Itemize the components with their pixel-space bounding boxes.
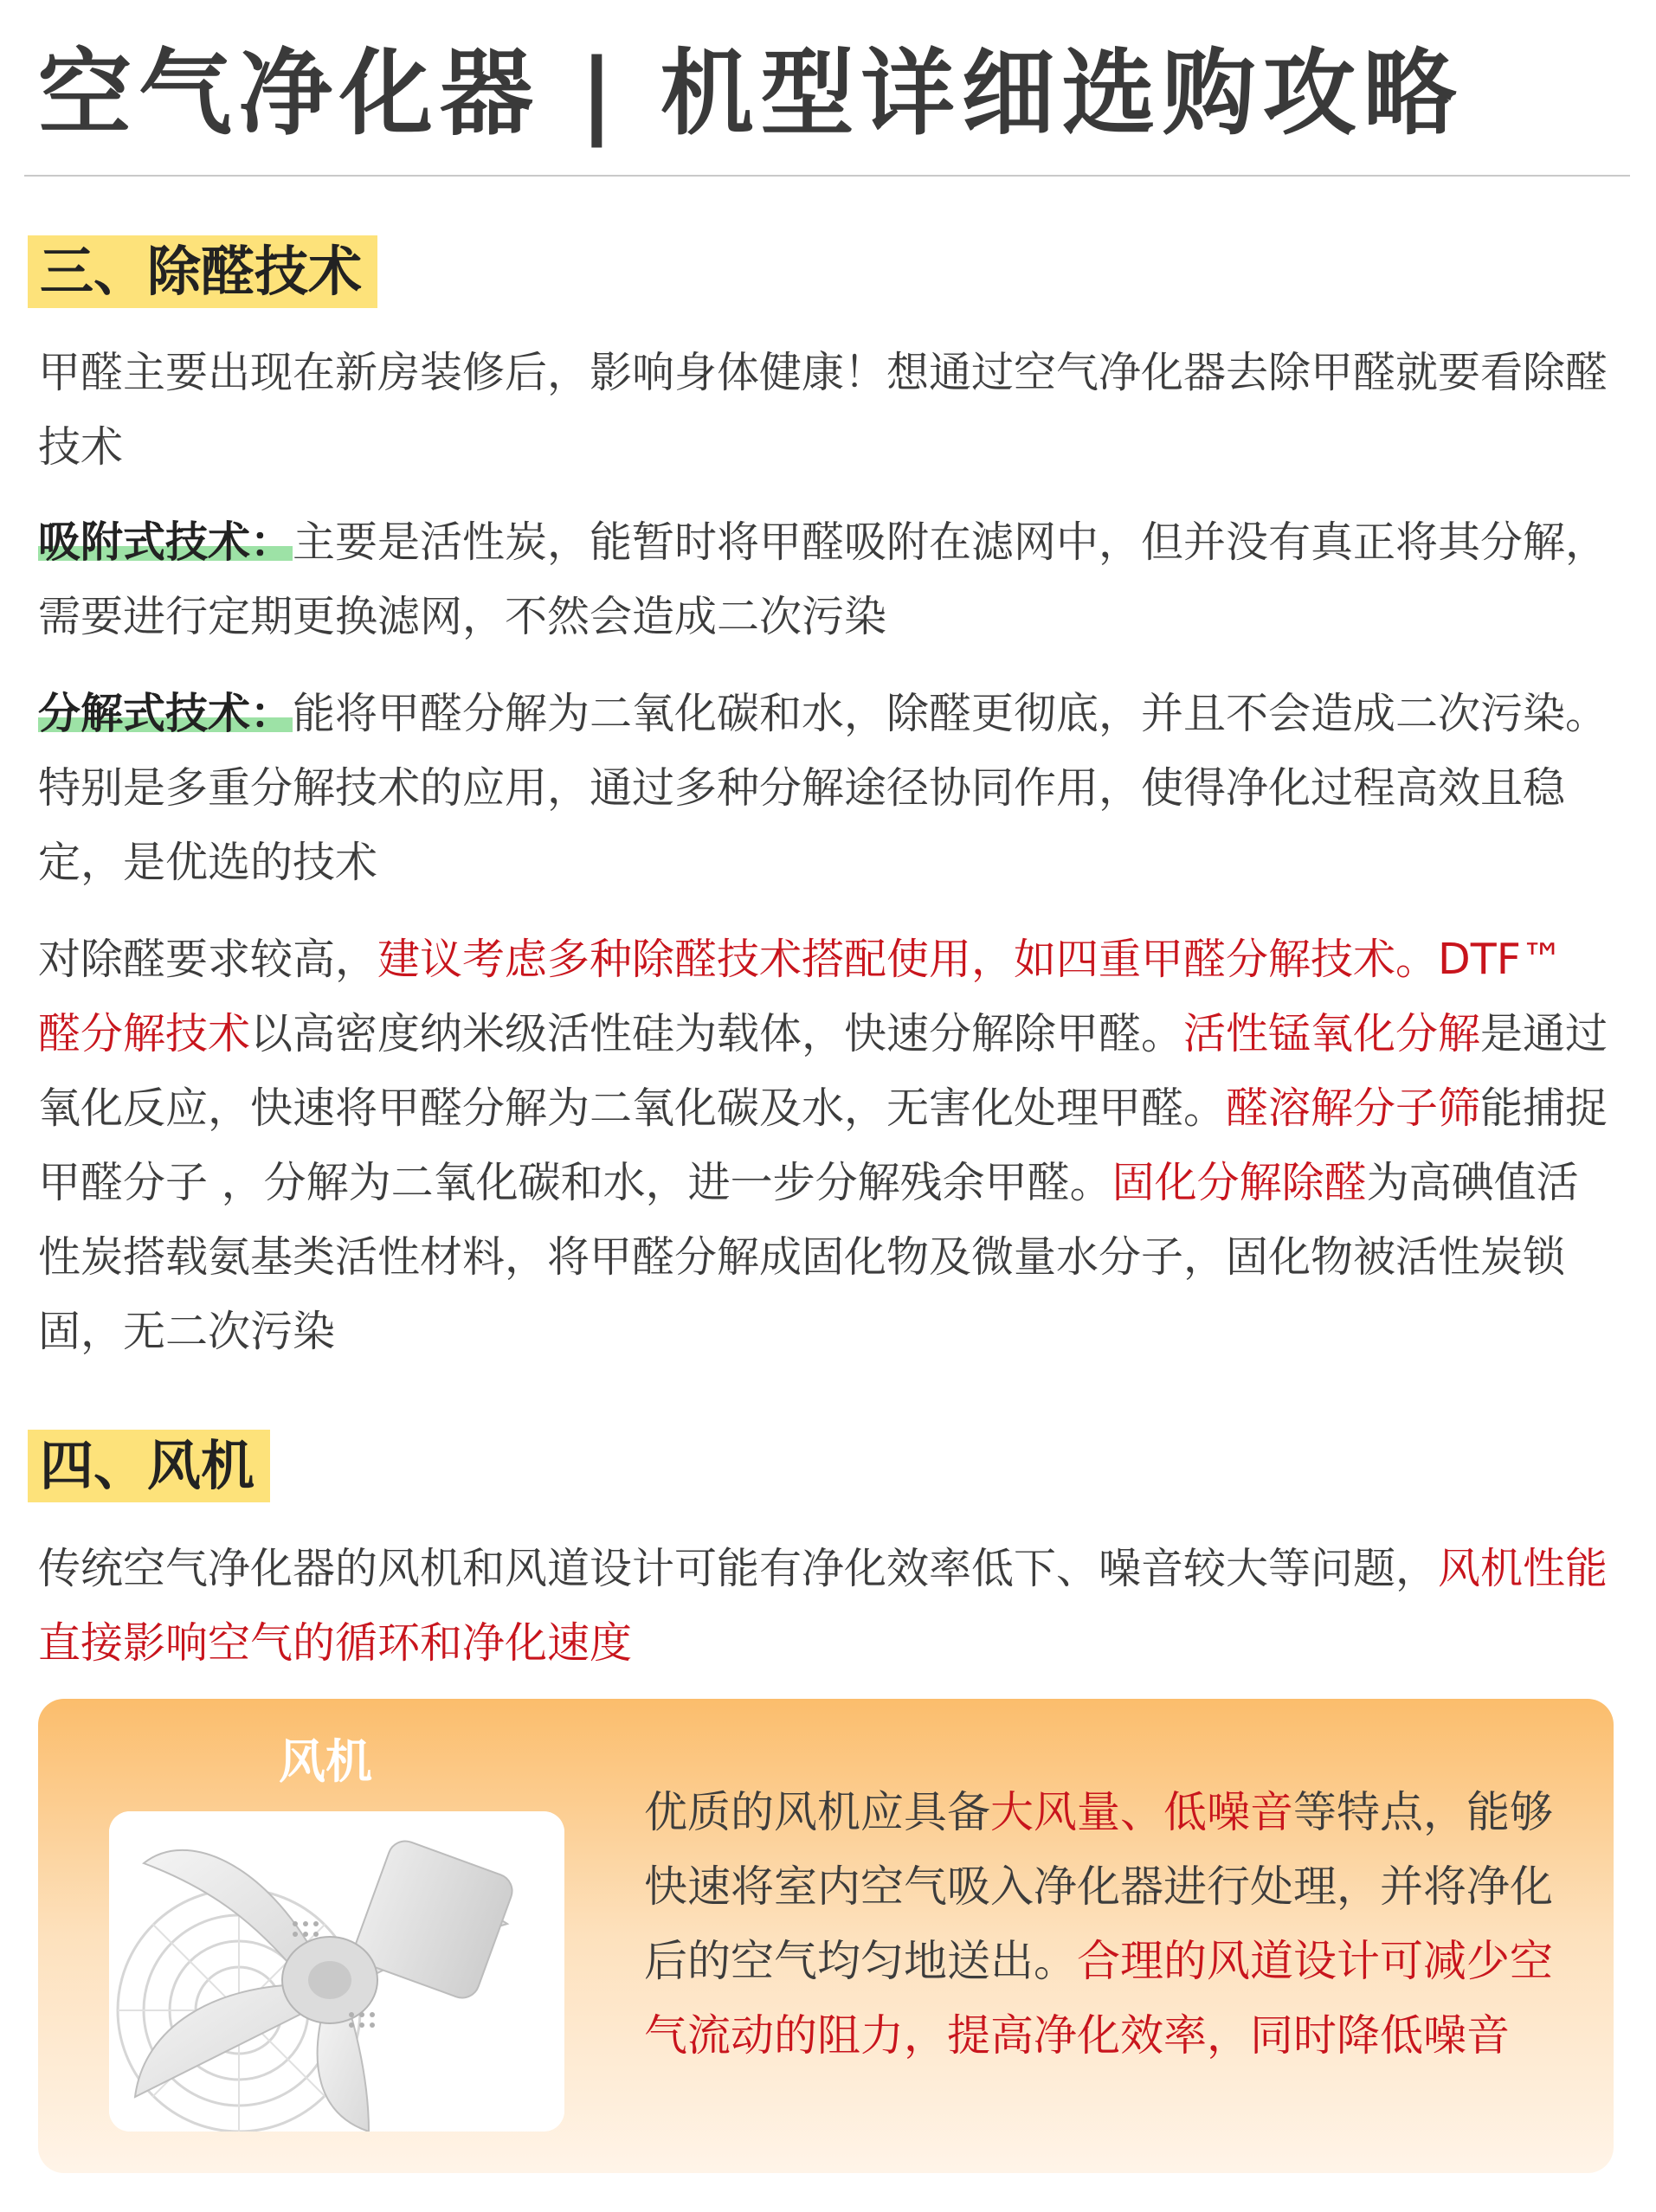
adsorption-label: 吸附式技术：: [38, 518, 293, 567]
fan-intro: [38, 1532, 1614, 1681]
fan-desc-highlight-1: 大风量、低噪音: [990, 1787, 1293, 1837]
fan-desc-part-2: 等特点，能够快速将室内空气吸入净化器进行处理，并将净化后的空气均匀地送出。: [644, 1787, 1553, 1986]
formaldehyde-intro: 甲醛主要出现在新房装修后，影响身体健康！想通过空气净化器去除甲醛就要看除醛技术: [38, 348, 1608, 472]
fan-desc-highlight-2: 合理的风道设计可减少空气流动的阻力，提高净化效率，同时降低噪音: [644, 1936, 1553, 2061]
fan-intro-highlight: 风机性能直接影响空气的循环和净化速度: [38, 1544, 1608, 1668]
dtf-tech-text: 以高密度纳米级活性硅为载体，快速分解除甲醛。: [250, 1009, 1184, 1058]
manganese-tech-name: 活性锰氧化分解: [1183, 1009, 1481, 1058]
title-divider: [24, 175, 1630, 177]
advice-highlight: 建议考虑多种除醛技术搭配使用，如四重甲醛分解技术。: [377, 935, 1439, 984]
solidification-tech-name: 固化分解除醛: [1112, 1158, 1367, 1207]
fan-desc-part-1: 优质的风机应具备: [644, 1787, 990, 1837]
fan-info-card: [38, 1699, 1614, 2173]
section-heading-formaldehyde: 三、除醛技术: [28, 235, 377, 308]
solidification-tech-text: 为高碘值活性炭搭载氨基类活性材料，将甲醛分解成固化物及微量水分子，固化物被活性炭锁固，无二次污染: [38, 1158, 1579, 1356]
fan-image: [109, 1811, 564, 2132]
fan-intro-text: 传统空气净化器的风机和风道设计可能有净化效率低下、噪音较大等问题，: [38, 1544, 1439, 1593]
fan-card-title: 风机: [279, 1734, 372, 1789]
adsorption-paragraph: [38, 505, 1614, 654]
advice-lead: 对除醛要求较高，: [38, 935, 378, 984]
dtf-tech-name: DTF™ 醛分解技术: [38, 935, 1563, 1058]
decomposition-paragraph: [38, 677, 1614, 900]
fan-card-description: [644, 1775, 1588, 2073]
decomposition-text: 能将甲醛分解为二氧化碳和水，除醛更彻底，并且不会造成二次污染。特别是多重分解技术的应用，通过多种分解途径协同作用，使得净化过程高效且稳定，是优选的技术: [38, 689, 1608, 887]
adsorption-text: 主要是活性炭，能暂时将甲醛吸附在滤网中，但并没有真正将其分解，需要进行定期更换滤网，不然会造成二次污染: [38, 518, 1608, 641]
page-title: 空气净化器 | 机型详细选购攻略: [38, 40, 1464, 148]
molecular-sieve-text: 能捕捉甲醛分子 ，分解为二氧化碳和水，进一步分解残余甲醛。: [38, 1083, 1608, 1207]
decomposition-label: 分解式技术：: [38, 689, 293, 738]
molecular-sieve-name: 醛溶解分子筛: [1226, 1083, 1481, 1133]
fan-blades-icon: [109, 1811, 564, 2132]
advice-paragraph: [38, 923, 1614, 1369]
manganese-tech-text: 是通过氧化反应，快速将甲醛分解为二氧化碳及水，无害化处理甲醛。: [38, 1009, 1608, 1133]
section-heading-fan: 四、风机: [28, 1430, 270, 1502]
